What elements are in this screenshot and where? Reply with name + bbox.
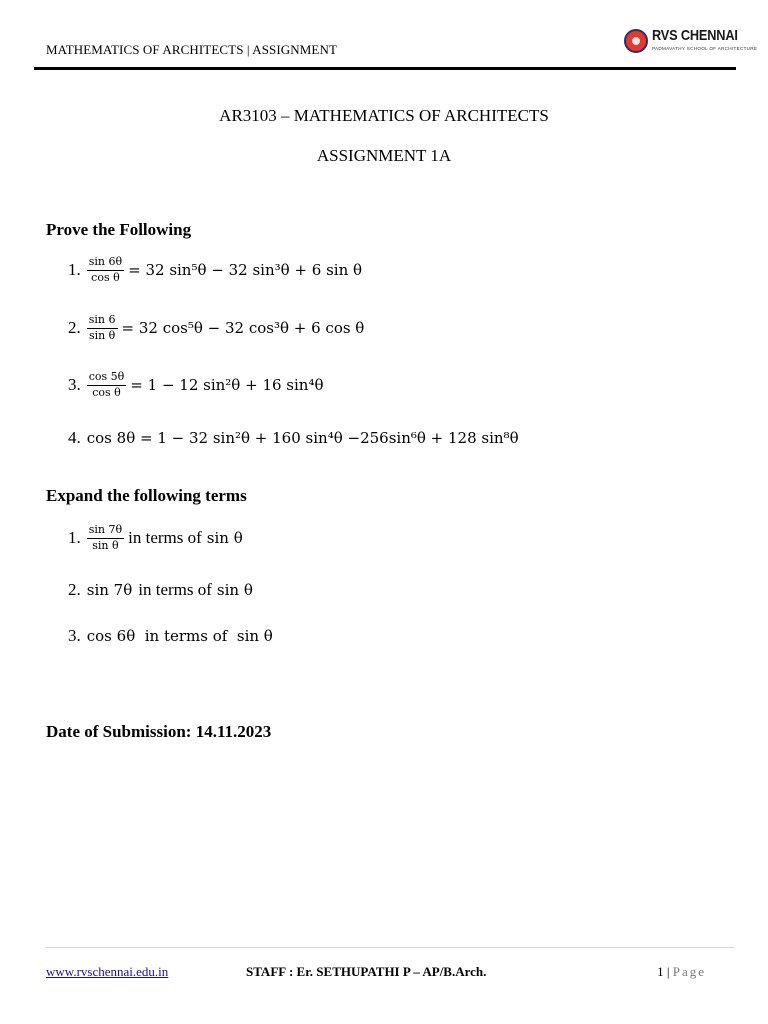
expand-item-3	[68, 626, 273, 646]
logo-subtitle: PADMAVATHY SCHOOL OF ARCHITECTURE	[652, 46, 758, 51]
prove-heading: Prove the Following	[46, 220, 192, 239]
fraction	[87, 256, 124, 284]
staff-credit: STAFF : Er. SETHUPATHI P – AP/B.Arch.	[246, 964, 487, 979]
item-number: 2.	[68, 580, 81, 599]
fraction	[87, 314, 118, 342]
equation-rhs: = 32 cos⁵θ − 32 cos³θ + 6 cos θ	[121, 319, 365, 338]
website-link[interactable]: www.rvschennai.edu.in	[46, 964, 169, 979]
prove-item-2	[68, 314, 364, 342]
logo-name: RVS CHENNAI	[652, 27, 738, 44]
item-number: 1.	[68, 528, 81, 548]
expand-target: sin θ	[216, 581, 253, 599]
numerator: sin 6θ	[87, 256, 124, 271]
expand-expression: sin 7θ	[86, 581, 133, 599]
item-number: 2.	[68, 318, 81, 338]
numerator: cos 5θ	[87, 371, 127, 386]
page-number	[657, 964, 706, 980]
expand-expression: cos 6θ in terms of sin θ	[86, 627, 273, 645]
expand-item-2	[68, 580, 253, 600]
rvs-chennai-logo	[624, 26, 758, 56]
prove-item-3	[68, 371, 324, 399]
denominator: sin θ	[92, 538, 119, 552]
page-label: Page	[672, 964, 706, 979]
submission-date: Date of Submission: 14.11.2023	[46, 722, 272, 741]
numerator: sin 6	[87, 314, 118, 329]
equation-rhs: = 1 − 12 sin²θ + 16 sin⁴θ	[130, 376, 324, 395]
prove-item-1	[68, 256, 362, 284]
denominator: cos θ	[91, 270, 120, 284]
numerator: sin 7θ	[87, 524, 124, 539]
item-number: 4.	[68, 428, 81, 447]
expand-heading: Expand the following terms	[46, 486, 247, 505]
fraction	[87, 524, 124, 552]
item-number: 1.	[68, 260, 81, 280]
item-number: 3.	[68, 626, 81, 645]
assignment-title: ASSIGNMENT 1A	[316, 146, 452, 165]
header-title: MATHEMATICS OF ARCHITECTS | ASSIGNMENT	[46, 42, 337, 57]
prove-item-4	[68, 428, 519, 448]
page-number-value: 1	[657, 964, 664, 979]
page-separator: |	[663, 964, 673, 979]
denominator: cos θ	[92, 385, 121, 399]
expand-phrase: in terms of	[138, 580, 212, 599]
footer-divider	[46, 947, 734, 948]
equation-rhs: = 32 sin⁵θ − 32 sin³θ + 6 sin θ	[128, 261, 363, 280]
fraction	[87, 371, 127, 399]
equation: cos 8θ = 1 − 32 sin²θ + 160 sin⁴θ −256sin⁶θ + 128 sin⁸θ	[86, 429, 519, 447]
denominator: sin θ	[88, 328, 116, 342]
item-number: 3.	[68, 375, 81, 395]
header-divider	[34, 67, 736, 70]
expand-item-1	[68, 524, 243, 552]
expand-target: sin θ	[206, 529, 243, 548]
expand-phrase: in terms of	[128, 528, 202, 548]
course-title: AR3103 – MATHEMATICS OF ARCHITECTS	[219, 106, 549, 125]
logo-emblem-icon	[624, 29, 648, 53]
